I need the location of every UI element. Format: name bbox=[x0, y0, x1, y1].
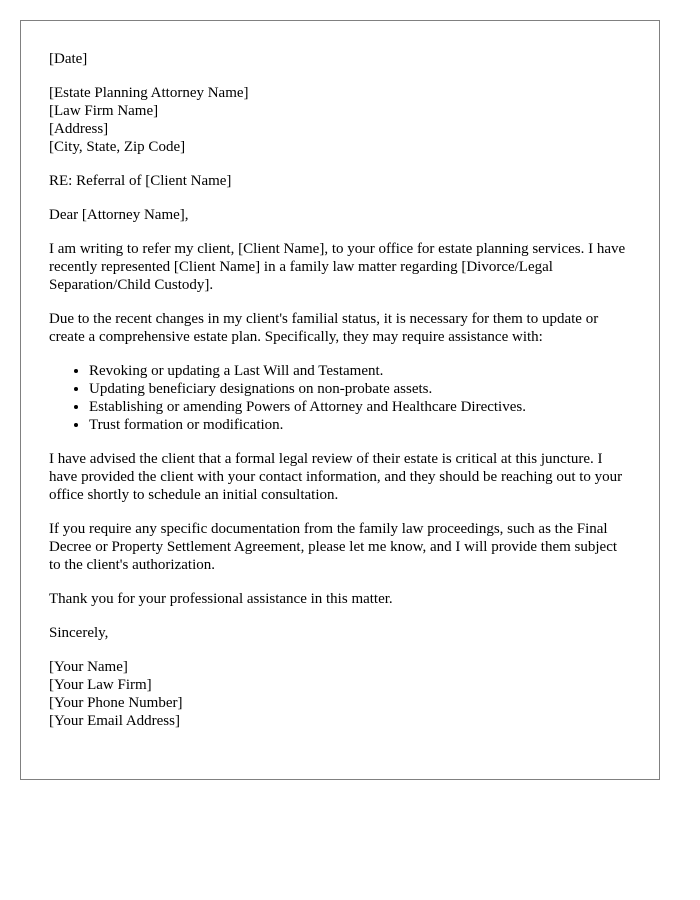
salutation: Dear [Attorney Name], bbox=[49, 207, 189, 223]
list-item: • Establishing or amending Powers of Attorney and Healthcare Directives. bbox=[89, 398, 631, 416]
subject-line: RE: Referral of [Client Name] bbox=[49, 173, 232, 189]
recipient-address: [Address] bbox=[49, 121, 109, 137]
recipient-firm: [Law Firm Name] bbox=[49, 103, 159, 119]
thanks-paragraph: Thank you for your professional assistance in this matter. bbox=[49, 591, 393, 607]
reason-paragraph: Due to the recent changes in my client's familial status, it is necessary for them to update or create a comprehensive estate plan. Specifically, they may require assistance with: bbox=[49, 311, 599, 345]
assistance-list bbox=[49, 362, 631, 434]
letter-page bbox=[20, 20, 660, 780]
advice-paragraph: I have advised the client that a formal legal review of their estate is critical at this juncture. I have provided the client with your contact information, and they should be reaching out to your office shortly to schedule an initial consultation. bbox=[49, 451, 623, 503]
documents-paragraph: If you require any specific documentation from the family law proceedings, such as the Final Decree or Property Settlement Agreement, please let me know, and I will provide them subject to the client's authorization. bbox=[49, 521, 618, 573]
signature-email: [Your Email Address] bbox=[49, 713, 180, 729]
recipient-address-block bbox=[49, 84, 631, 156]
intro-paragraph: I am writing to refer my client, [Client Name], to your office for estate planning services. I have recently represented [Client Name] in a family law matter regarding [Divorce/Legal Separation/Child Custody]. bbox=[49, 241, 626, 293]
list-item: • Revoking or updating a Last Will and Testament. bbox=[89, 362, 631, 380]
list-item: • Updating beneficiary designations on non-probate assets. bbox=[89, 380, 631, 398]
closing: Sincerely, bbox=[49, 625, 109, 641]
signature-name: [Your Name] bbox=[49, 659, 128, 675]
recipient-name: [Estate Planning Attorney Name] bbox=[49, 85, 249, 101]
signature-firm: [Your Law Firm] bbox=[49, 677, 152, 693]
signature-block bbox=[49, 658, 631, 730]
signature-phone: [Your Phone Number] bbox=[49, 695, 183, 711]
letter-date: [Date] bbox=[49, 51, 88, 67]
recipient-city-state-zip: [City, State, Zip Code] bbox=[49, 139, 186, 155]
list-item: • Trust formation or modification. bbox=[89, 416, 631, 434]
